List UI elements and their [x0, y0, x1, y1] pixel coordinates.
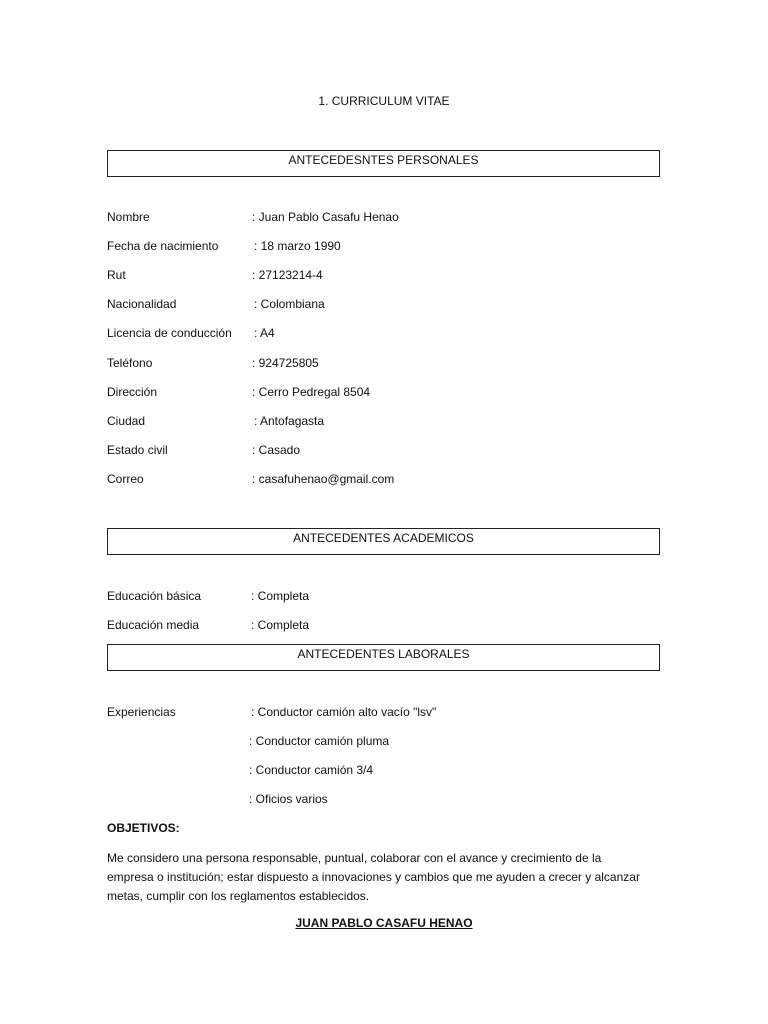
- value-fecha-nacimiento: : 18 marzo 1990: [254, 239, 341, 253]
- value-telefono: : 924725805: [252, 356, 319, 370]
- experience-item: : Oficios varios: [249, 792, 328, 806]
- value-ciudad: : Antofagasta: [254, 414, 325, 428]
- document-title: 1. CURRICULUM VITAE: [318, 94, 450, 108]
- label-telefono: Teléfono: [107, 356, 153, 370]
- value-licencia: : A4: [254, 326, 275, 340]
- section-academic-header: ANTECEDENTES ACADEMICOS: [107, 528, 660, 555]
- value-educacion-basica: : Completa: [251, 589, 310, 603]
- experience-item: : Conductor camión 3/4: [249, 763, 374, 777]
- experience-item: : Conductor camión pluma: [249, 734, 390, 748]
- value-nacionalidad: : Colombiana: [254, 297, 325, 311]
- label-estado-civil: Estado civil: [107, 443, 168, 457]
- value-correo: : casafuhenao@gmail.com: [252, 472, 395, 486]
- label-rut: Rut: [107, 268, 126, 282]
- label-experiencias: Experiencias: [107, 705, 176, 719]
- value-educacion-media: : Completa: [251, 618, 310, 632]
- label-correo: Correo: [107, 472, 144, 486]
- value-estado-civil: : Casado: [252, 443, 301, 457]
- value-rut: : 27123214-4: [252, 268, 323, 282]
- value-nombre: : Juan Pablo Casafu Henao: [252, 210, 399, 224]
- label-nacionalidad: Nacionalidad: [107, 297, 177, 311]
- label-fecha-nacimiento: Fecha de nacimiento: [107, 239, 219, 253]
- label-ciudad: Ciudad: [107, 414, 146, 428]
- objectives-heading: OBJETIVOS:: [107, 821, 180, 835]
- section-work-header: ANTECEDENTES LABORALES: [107, 644, 660, 671]
- signature-line: [0, 916, 768, 930]
- signature-name: JUAN PABLO CASAFU HENAO: [295, 916, 473, 930]
- objectives-text: Me considero una persona responsable, puntual, colaborar con el avance y crecimiento de la empresa o institución; estar dispuesto a innovaciones y cambios que me ayuden a crecer y alcanzar metas, cumplir con los reglamentos establecidos.: [107, 851, 640, 903]
- label-nombre: Nombre: [107, 210, 150, 224]
- label-licencia: Licencia de conducción: [107, 326, 232, 340]
- experience-item: : Conductor camión alto vacío "lsv": [251, 705, 437, 719]
- section-personal-header: ANTECEDESNTES PERSONALES: [107, 150, 660, 177]
- label-direccion: Dirección: [107, 385, 158, 399]
- label-educacion-basica: Educación básica: [107, 589, 202, 603]
- value-direccion: : Cerro Pedregal 8504: [252, 385, 371, 399]
- label-educacion-media: Educación media: [107, 618, 200, 632]
